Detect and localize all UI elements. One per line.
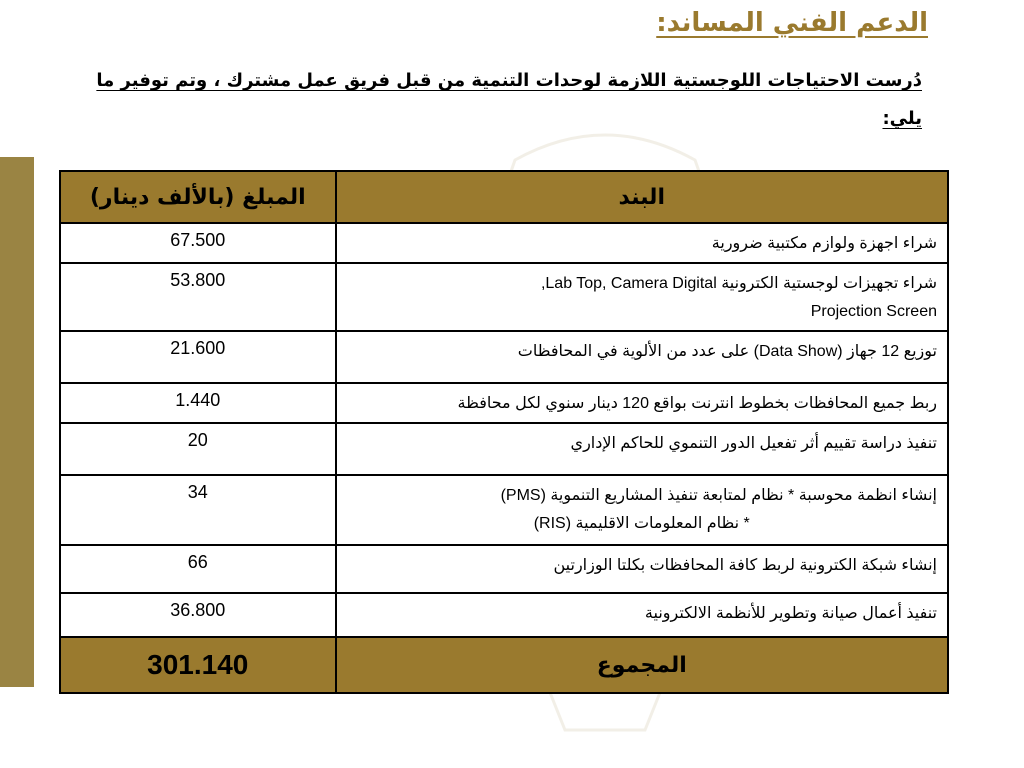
row-item [336,223,948,263]
row-item [336,423,948,475]
row-item [336,383,948,423]
header-item: البند [336,171,948,223]
table-row [60,593,948,637]
row-amount: 66 [60,545,336,593]
table-header-row [60,171,948,223]
table-body [60,223,948,637]
total-amount: 301.140 [60,637,336,693]
row-item-line: تنفيذ دراسة تقييم أثر تفعيل الدور التنموي للحاكم الإداري [570,435,937,452]
table-row [60,383,948,423]
intro-text: دُرست الاحتياجات اللوجستية اللازمة لوحدات التنمية من قبل فريق عمل مشترك ، وتم توفير ما يلي: [96,70,922,129]
row-amount: 67.500 [60,223,336,263]
table-row [60,545,948,593]
row-item-line: شراء تجهيزات لوجستية الكترونية Lab Top, Camera Digital, [540,275,937,292]
total-row [60,637,948,693]
row-item-line: * نظام المعلومات الاقليمية (RIS) [533,515,750,532]
row-amount: 1.440 [60,383,336,423]
row-item [336,475,948,545]
row-amount: 20 [60,423,336,475]
row-item-line: إنشاء شبكة الكترونية لربط كافة المحافظات بكلتا الوزارتين [553,557,937,574]
row-item-line: Projection Screen [810,303,937,320]
row-item [336,263,948,331]
budget-table-wrapper [59,170,949,694]
table-row [60,423,948,475]
row-amount: 53.800 [60,263,336,331]
row-item [336,331,948,383]
row-item-line: تنفيذ أعمال صيانة وتطوير للأنظمة الالكترونية [644,605,937,622]
budget-table [59,170,949,694]
row-item-line: إنشاء انظمة محوسبة * نظام لمتابعة تنفيذ المشاريع التنموية (PMS) [500,487,937,504]
row-item [336,593,948,637]
side-accent-bar [0,157,34,687]
table-row [60,475,948,545]
row-amount: 34 [60,475,336,545]
row-item-line: شراء اجهزة ولوازم مكتبية ضرورية [711,235,937,252]
row-amount: 36.800 [60,593,336,637]
page-heading: الدعم الفني المساند: [656,8,928,38]
table-row [60,223,948,263]
table-row [60,263,948,331]
row-item-line: توزيع 12 جهاز (Data Show) على عدد من الألوية في المحافظات [517,343,937,360]
header-amount: المبلغ (بالألف دينار) [60,171,336,223]
table-row [60,331,948,383]
row-item [336,545,948,593]
row-item-line: ربط جميع المحافظات بخطوط انترنت بواقع 120 دينار سنوي لكل محافظة [457,395,937,412]
row-amount: 21.600 [60,331,336,383]
total-label: المجموع [336,637,948,693]
